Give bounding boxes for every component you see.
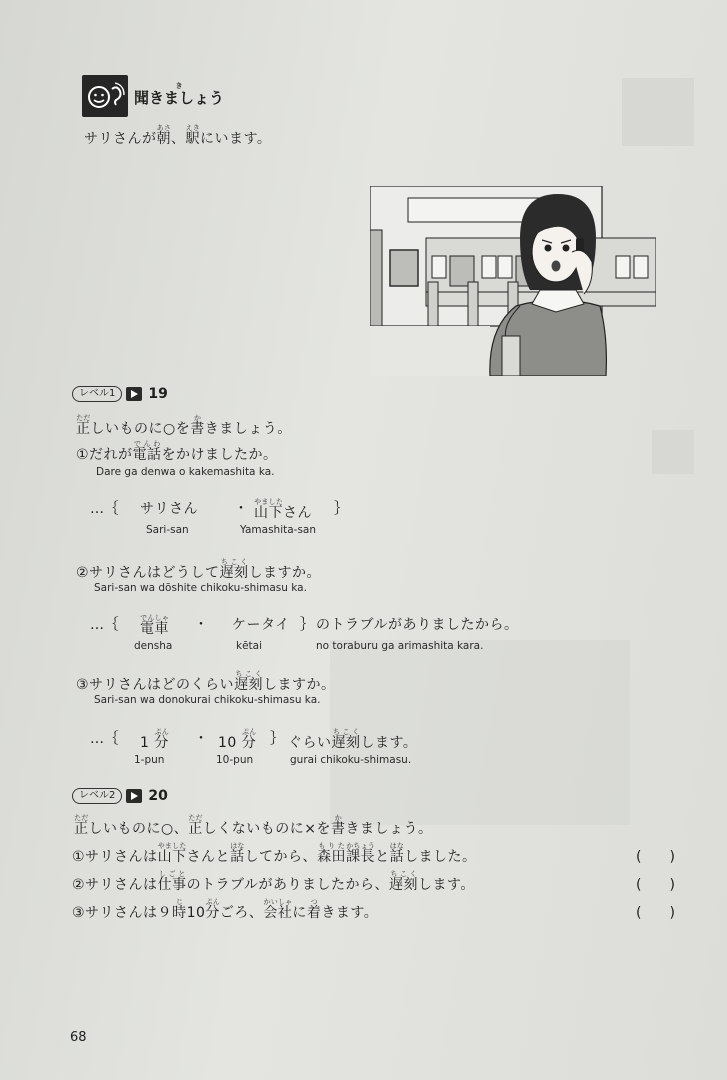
q2-separator: ・ [194, 617, 209, 633]
level2-track-number: 20 [148, 788, 168, 804]
level2-statement-3: ③サリさんは９時じ10分ぷんごろ、会社かいしゃに着つきます。 [72, 898, 379, 921]
q1-option-yamashita[interactable]: 山下やましたさん [254, 498, 312, 521]
q2-option-densha[interactable]: 電車でんしゃ [140, 614, 169, 637]
answer-box-2[interactable]: ( ) [636, 877, 675, 893]
bleed-through-block [622, 78, 694, 146]
level2-statement-2: ②サリさんは仕事しごとのトラブルがありましたから、遅刻ちこくします。 [72, 870, 475, 893]
q2-choice-lead: …｛ [90, 617, 119, 633]
level2-instruction: 正ただしいものに○、正ただしくないものに×を書かきましょう。 [74, 814, 433, 837]
level2-statement-1: ①サリさんは山下やましたさんと話はなしてから、森田もりた課長かちょうと話はなしました。 [72, 842, 477, 865]
q3-tail: ぐらい遅刻ちこくします。 [288, 728, 418, 751]
level1-question-3: ③サリさんはどのくらい遅刻ちこくしますか。 [76, 670, 336, 693]
bleed-through-block [652, 430, 694, 474]
page-number: 68 [70, 1030, 87, 1045]
level2-badge: レベル2 [72, 788, 122, 804]
level1-question-1: ①だれが電話でんわをかけましたか。 [76, 440, 278, 463]
q2-choice-close: ｝ [300, 617, 315, 633]
q2-option-densha-romaji: densha [134, 640, 173, 652]
q2-option-ketai-romaji: kētai [236, 640, 263, 652]
level2-header [72, 788, 168, 804]
level1-question-3-romaji: Sari-san wa donokurai chikoku-shimasu ka. [94, 694, 321, 706]
q2-tail-romaji: no toraburu ga arimashita kara. [316, 640, 484, 652]
q2-tail: のトラブルがありましたから。 [316, 617, 519, 633]
q3-option-10-pun-romaji: 10-pun [216, 754, 254, 766]
level1-badge: レベル1 [72, 386, 122, 402]
q3-choice-lead: …｛ [90, 731, 119, 747]
intro-sentence: サリさんが朝あさ、駅えきにいます。 [84, 124, 272, 147]
section-title: 聞きましょうき [134, 82, 225, 107]
level1-question-2-romaji: Sari-san wa dōshite chikoku-shimasu ka. [94, 582, 307, 594]
q3-option-1-pun-romaji: 1-pun [134, 754, 165, 766]
ear-listening-icon [82, 75, 128, 117]
level1-question-2: ②サリさんはどうして遅刻ちこくしますか。 [76, 558, 322, 581]
q1-option-sari-romaji: Sari-san [146, 524, 189, 536]
q3-separator: ・ [194, 731, 209, 747]
q1-separator: ・ [234, 501, 249, 517]
woman-on-phone-at-station-illustration [370, 186, 656, 376]
answer-box-1[interactable]: ( ) [636, 849, 675, 865]
q1-option-yamashita-romaji: Yamashita-san [240, 524, 317, 536]
level1-track-number: 19 [148, 386, 168, 402]
answer-box-3[interactable]: ( ) [636, 905, 675, 921]
q1-option-sari[interactable]: サリさん [140, 501, 198, 517]
q3-option-10-pun[interactable]: 10 分ぷん [218, 728, 257, 751]
q3-choice-close: ｝ [270, 731, 285, 747]
q2-option-ketai[interactable]: ケータイ [232, 617, 290, 633]
level1-question-1-romaji: Dare ga denwa o kakemashita ka. [96, 466, 275, 478]
level1-instruction: 正ただしいものに○を書かきましょう。 [76, 414, 292, 437]
play-icon[interactable] [126, 387, 142, 401]
q3-tail-romaji: gurai chikoku-shimasu. [290, 754, 412, 766]
play-icon[interactable] [126, 789, 142, 803]
level1-header [72, 386, 168, 402]
q1-choice-close: ｝ [334, 501, 349, 517]
q3-option-1-pun[interactable]: 1 分ぷん [140, 728, 169, 751]
q1-choice-lead: …｛ [90, 501, 119, 517]
